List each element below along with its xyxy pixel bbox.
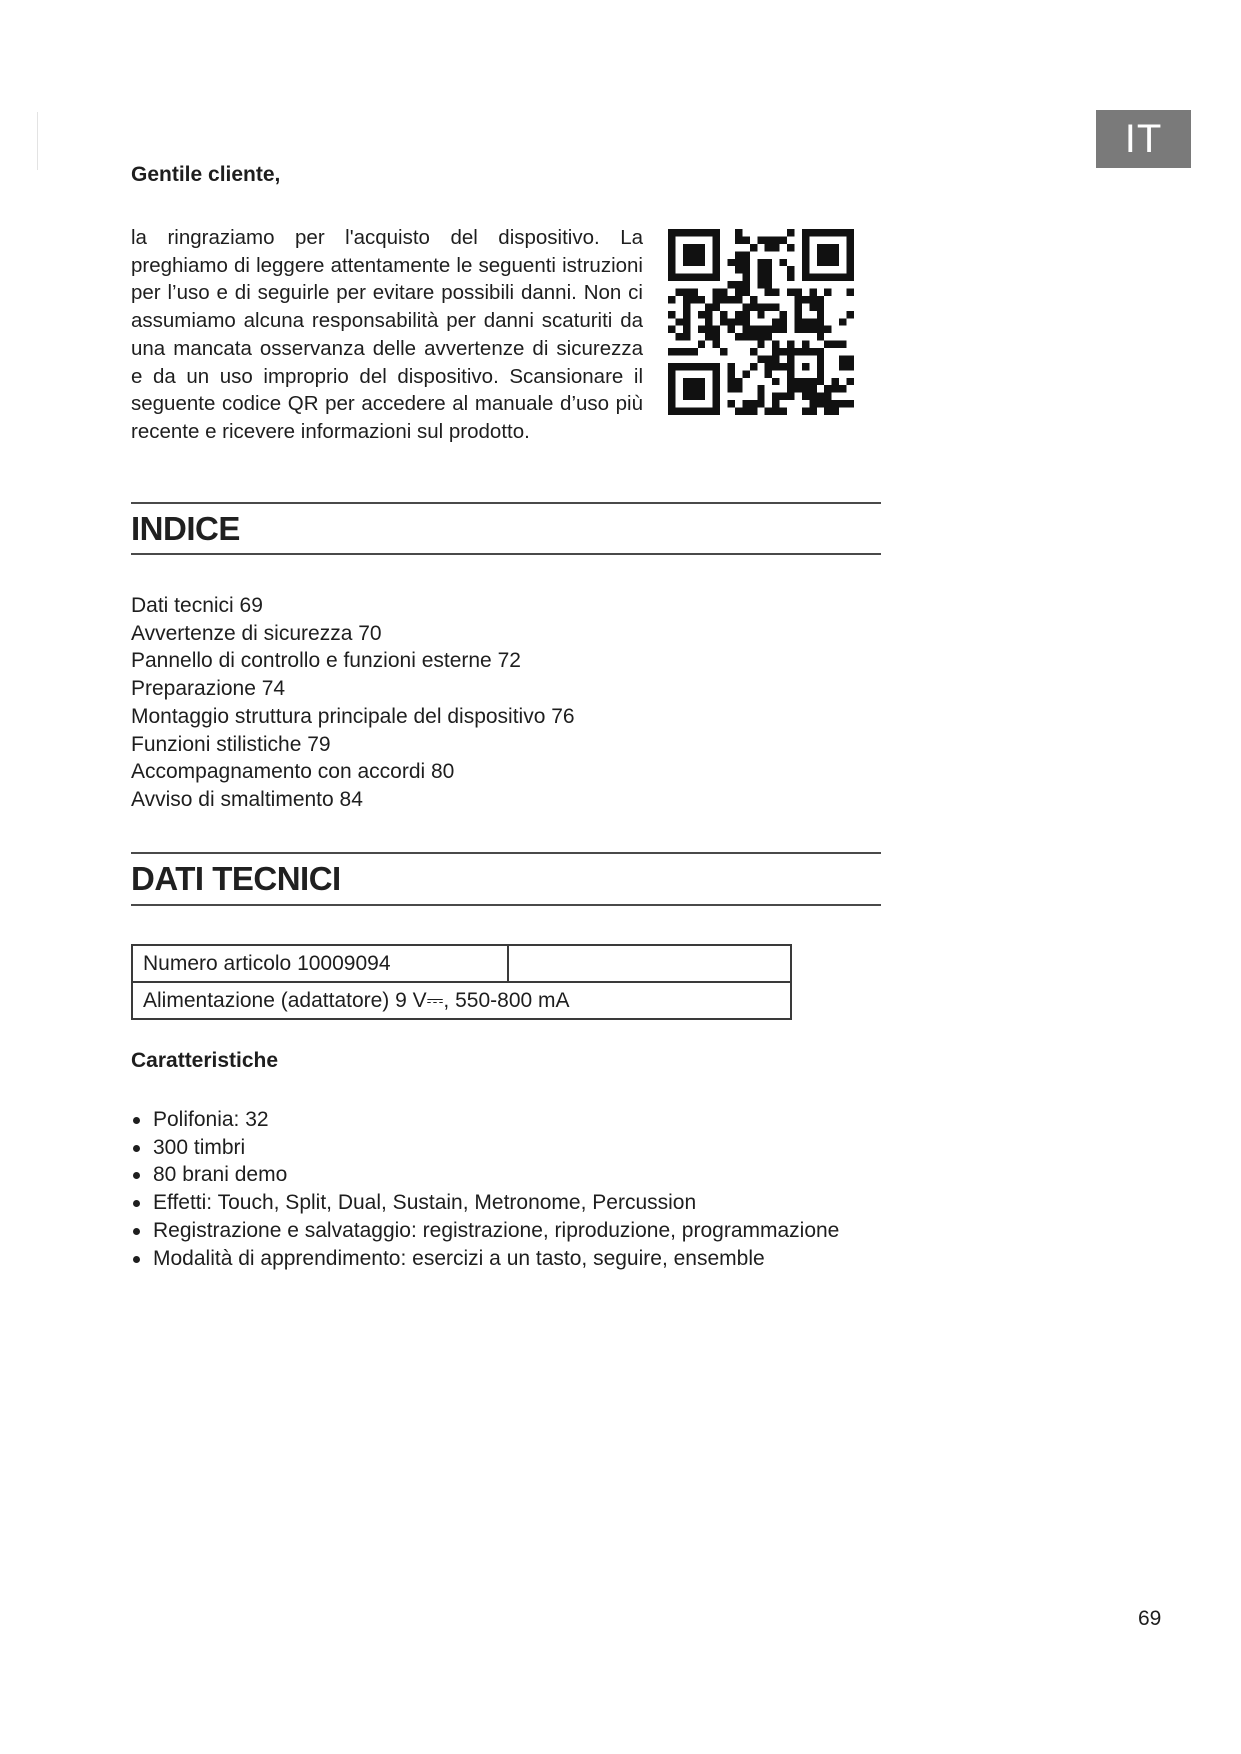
spec-label: Numero articolo	[143, 951, 292, 975]
margin-line	[37, 112, 38, 170]
list-item: 300 timbri	[131, 1134, 839, 1162]
spec-cell	[132, 982, 791, 1019]
features-list	[131, 1106, 839, 1272]
qr-code-icon	[668, 229, 854, 415]
list-item: Polifonia: 32	[131, 1106, 839, 1134]
list-item: Effetti: Touch, Split, Dual, Sustain, Metronome, Percussion	[131, 1189, 839, 1217]
page-number: 69	[1138, 1607, 1162, 1630]
index-title: INDICE	[131, 510, 240, 547]
language-tab: IT	[1096, 110, 1191, 168]
list-item: 80 brani demo	[131, 1161, 839, 1189]
table-row	[132, 982, 791, 1019]
toc-item[interactable]: Avviso di smaltimento 84	[131, 787, 363, 811]
spec-value: 10009094	[297, 951, 391, 975]
toc-item[interactable]: Avvertenze di sicurezza 70	[131, 621, 382, 645]
toc-item[interactable]: Montaggio struttura principale del dispositivo 76	[131, 704, 575, 728]
toc-item[interactable]: Pannello di controllo e funzioni esterne 72	[131, 649, 521, 673]
greeting: Gentile cliente,	[131, 163, 281, 186]
features-title: Caratteristiche	[131, 1049, 279, 1072]
section-divider	[131, 904, 881, 906]
table-row	[132, 945, 791, 982]
spec-value: 9 V⎓, 550-800 mA	[395, 988, 570, 1012]
toc-item[interactable]: Funzioni stilistiche 79	[131, 732, 331, 756]
intro-paragraph: la ringraziamo per l'acquisto del dispositivo. La preghiamo di leggere attentamente le seguenti istruzioni per l’uso e di seguirle per evitare possibili danni. Non ci assumiamo alcuna responsabilità per danni scaturiti da una mancata osservanza delle avvertenze di sicurezza e da un uso improprio del dispositivo. Scansionare il seguente codice QR per accedere al manuale d’uso più recente e ricevere informazioni sul prodotto.	[131, 226, 643, 443]
list-item: Registrazione e salvataggio: registrazione, riproduzione, programmazione	[131, 1217, 839, 1245]
table-of-contents	[131, 592, 575, 814]
spec-table	[131, 944, 792, 1020]
tech-title: DATI TECNICI	[131, 860, 341, 897]
spec-cell	[508, 945, 791, 982]
section-divider	[131, 852, 881, 854]
section-divider	[131, 502, 881, 504]
toc-item[interactable]: Accompagnamento con accordi 80	[131, 760, 455, 784]
spec-label: Alimentazione (adattatore)	[143, 988, 390, 1012]
spec-cell	[132, 945, 508, 982]
toc-item[interactable]: Dati tecnici 69	[131, 594, 263, 617]
toc-item[interactable]: Preparazione 74	[131, 677, 286, 701]
section-divider	[131, 553, 881, 555]
list-item: Modalità di apprendimento: esercizi a un tasto, seguire, ensemble	[131, 1245, 839, 1273]
